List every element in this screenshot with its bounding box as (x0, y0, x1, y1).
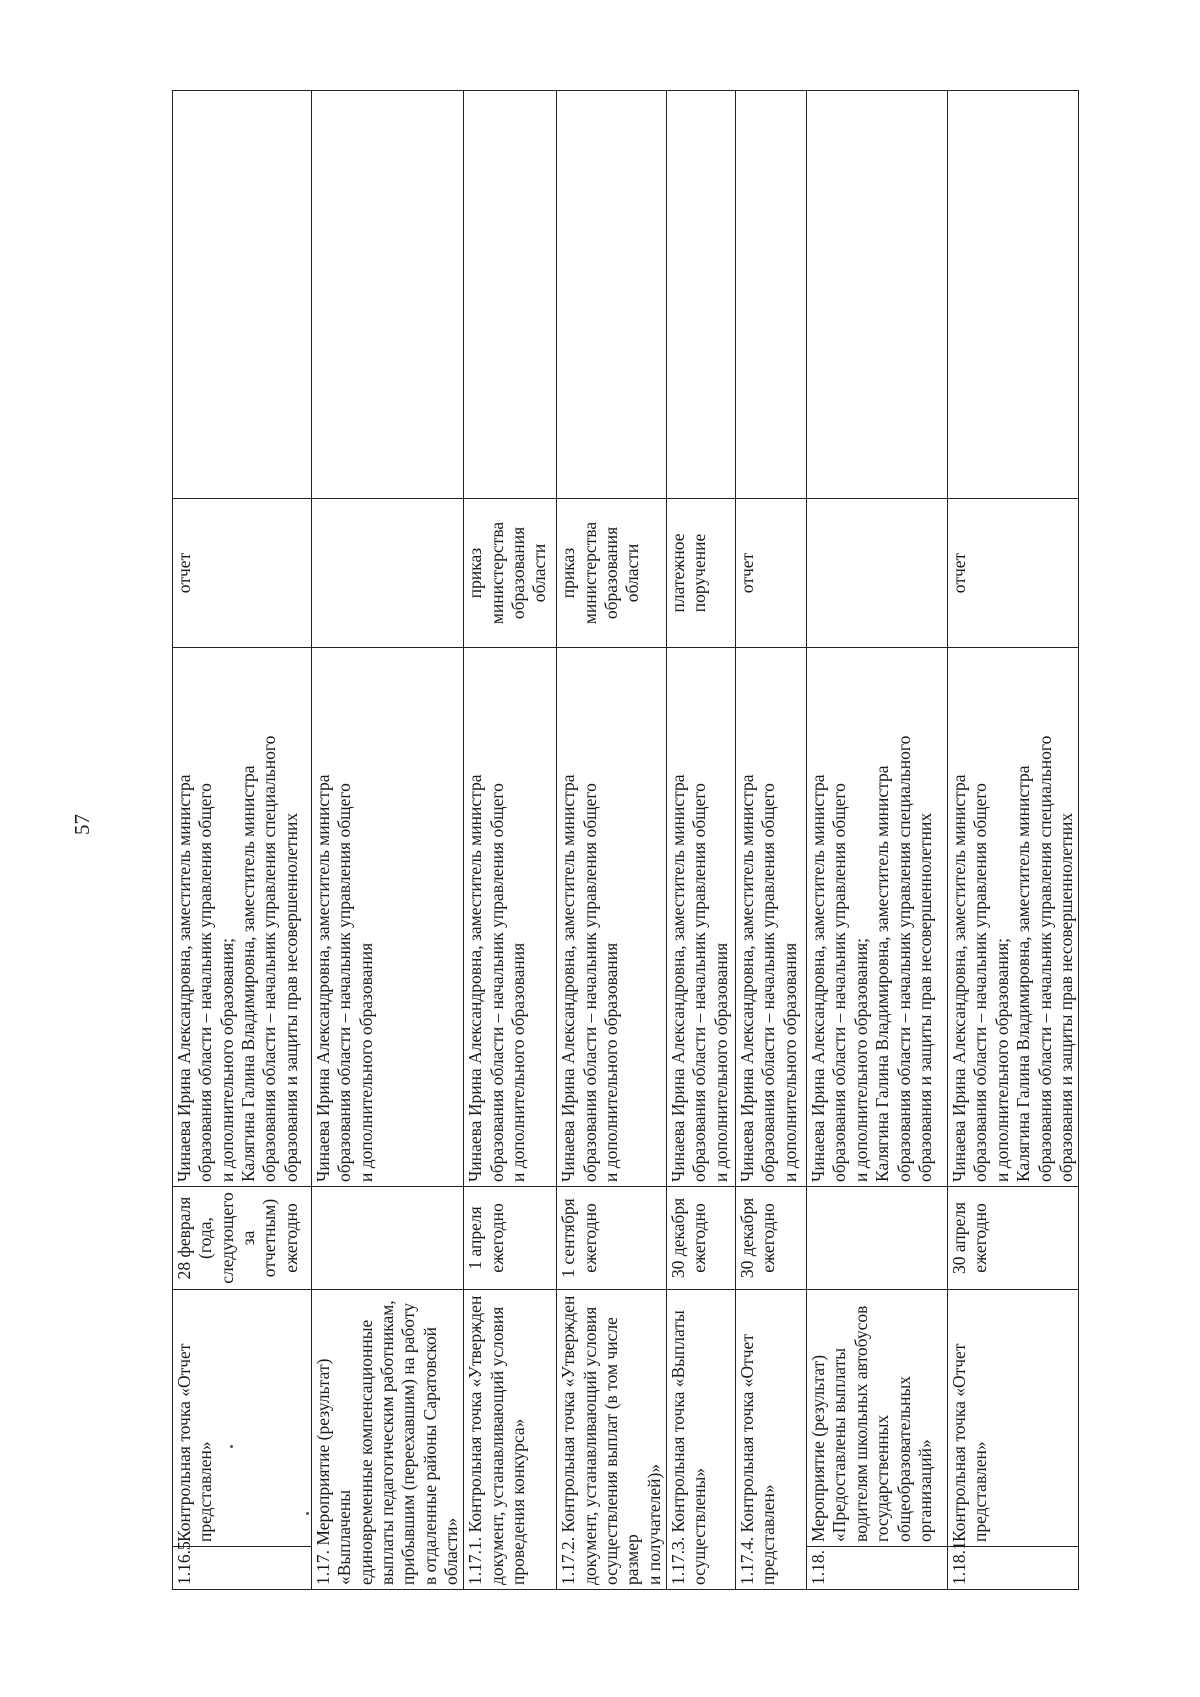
table-row (312, 91, 464, 1590)
table-row (464, 91, 557, 1590)
empty-cell (464, 91, 557, 499)
page-number: 57 (70, 814, 94, 835)
responsible-cell: Чинаева Ирина Александровна, заместитель министра образования области – начальник управления общего и дополнительного образования (557, 648, 667, 1187)
deadline-cell: 1 сентября ежегодно (557, 1187, 667, 1290)
control-points-table (172, 90, 1079, 1590)
row-number-cell: 1.16.5. (173, 1547, 312, 1590)
table-row (736, 91, 807, 1590)
empty-cell (312, 91, 464, 499)
empty-cell (807, 91, 948, 499)
event-name-cell: Мероприятие (результат) «Предоставлены выплаты водителям школьных автобусов государственных общеобразовательных организаций» (807, 1290, 948, 1547)
table-row (807, 91, 948, 1590)
responsible-cell: Чинаева Ирина Александровна, заместитель министра образования области – начальник управления общего и дополнительного образования; Калягина Галина Владимировна, заместитель министра образования области – начальник управления специального образования и защиты прав несовершеннолетних (948, 648, 1079, 1187)
empty-cell (667, 91, 736, 499)
scan-speck (306, 1512, 309, 1515)
empty-cell (736, 91, 807, 499)
empty-cell (173, 91, 312, 499)
event-name-cell: 1.17.3. Контрольная точка «Выплаты осуществлены» (667, 1290, 736, 1590)
scan-speck (230, 1445, 233, 1448)
document-type-cell: отчет (736, 499, 807, 648)
event-name-cell: Контрольная точка «Отчет представлен» (948, 1290, 1079, 1547)
document-type-cell: платежное поручение (667, 499, 736, 648)
document-type-cell: приказ министерства образования области (464, 499, 557, 648)
event-name-cell: 1.17.4. Контрольная точка «Отчет представлен» (736, 1290, 807, 1590)
document-type-cell: приказ министерства образования области (557, 499, 667, 648)
deadline-cell: 1 апреля ежегодно (464, 1187, 557, 1290)
document-type-cell (312, 499, 464, 648)
empty-cell (948, 91, 1079, 499)
empty-cell (557, 91, 667, 499)
event-name-cell: 1.17. Мероприятие (результат) «Выплачены единовременные компенсационные выплаты педагогическим работникам, прибывшим (переехавшим) на работу в отдаленные районы Саратовской области» (312, 1290, 464, 1590)
deadline-cell: 30 декабря ежегодно (667, 1187, 736, 1290)
deadline-cell (312, 1187, 464, 1290)
event-name-cell: 1.17.2. Контрольная точка «Утвержден документ, устанавливающий условия осуществления выплат (в том числе размер и получателей)» (557, 1290, 667, 1590)
deadline-cell: 28 февраля (года, следующего за отчетным) ежегодно (173, 1187, 312, 1290)
table-row (173, 91, 312, 1590)
responsible-cell: Чинаева Ирина Александровна, заместитель министра образования области – начальник управления общего и дополнительного образования (464, 648, 557, 1187)
deadline-cell: 30 декабря ежегодно (736, 1187, 807, 1290)
event-name-cell: 1.17.1. Контрольная точка «Утвержден документ, устанавливающий условия проведения конкурса» (464, 1290, 557, 1590)
document-type-cell: отчет (173, 499, 312, 648)
deadline-cell: 30 апреля ежегодно (948, 1187, 1079, 1290)
responsible-cell: Чинаева Ирина Александровна, заместитель министра образования области – начальник управления общего и дополнительного образования; Калягина Галина Владимировна, заместитель министра образования области – начальник управления специального образования и защиты прав несовершеннолетних (807, 648, 948, 1187)
event-name-cell: Контрольная точка «Отчет представлен» (173, 1290, 312, 1547)
responsible-cell: Чинаева Ирина Александровна, заместитель министра образования области – начальник управления общего и дополнительного образования (312, 648, 464, 1187)
document-type-cell (807, 499, 948, 648)
table-row (667, 91, 736, 1590)
deadline-cell (807, 1187, 948, 1290)
table-row (557, 91, 667, 1590)
responsible-cell: Чинаева Ирина Александровна, заместитель министра образования области – начальник управления общего и дополнительного образования (667, 648, 736, 1187)
responsible-cell: Чинаева Ирина Александровна, заместитель министра образования области – начальник управления общего и дополнительного образования (736, 648, 807, 1187)
row-number-cell: 1.18. (807, 1547, 948, 1590)
document-type-cell: отчет (948, 499, 1079, 648)
table-row (948, 91, 1079, 1590)
responsible-cell: Чинаева Ирина Александровна, заместитель министра образования области – начальник управления общего и дополнительного образования; Калягина Галина Владимировна, заместитель министра образования области – начальник управления специального образования и защиты прав несовершеннолетних (173, 648, 312, 1187)
row-number-cell: 1.18.1. (948, 1547, 1079, 1590)
rotated-table-container (172, 90, 1076, 1590)
